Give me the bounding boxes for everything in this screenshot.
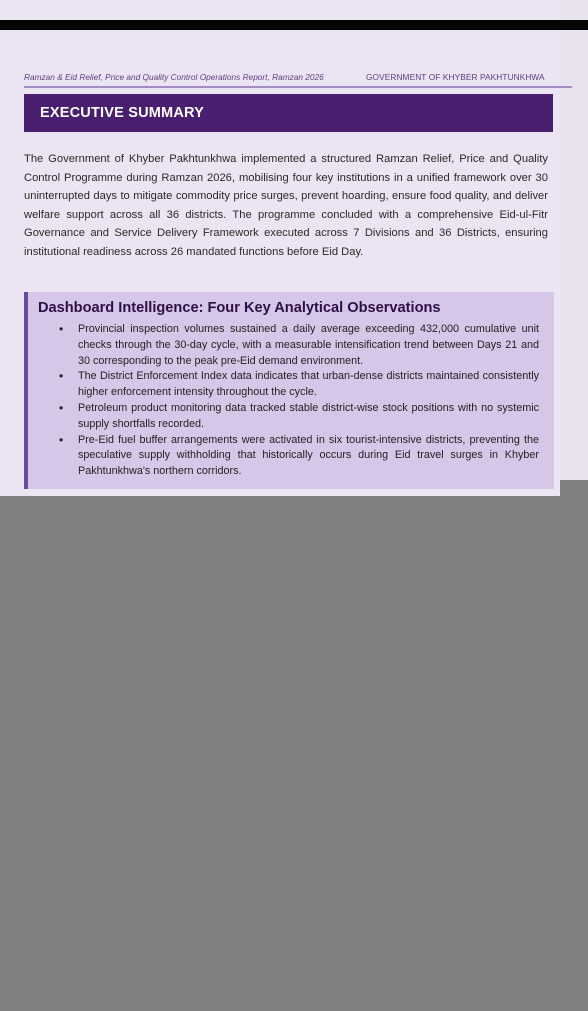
list-item: • The District Enforcement Index data indicates that urban-dense districts maintained consistently higher enforcement intensity throughout the cycle. [78,369,539,401]
executive-summary-paragraph: The Government of Khyber Pakhtunkhwa implemented a structured Ramzan Relief, Price and Quality Control Programme during Ramzan 2026, mobilising four key institutions in a unified framework over 30 uninterrupted days to mitigate commodity price surges, prevent hoarding, ensure food quality, and deliver welfare support across all 36 districts. The programme concluded with a comprehensive Eid-ul-Fitr Governance and Service Delivery Framework executed across 7 Divisions and 36 Districts, ensuring institutional readiness across 26 mandated functions before Eid Day. [24,153,548,258]
list-item: • Pre-Eid fuel buffer arrangements were activated in six tourist-intensive districts, preventing the speculative supply withholding that historically occurs during Eid travel surges in Khyber Pakhtunkhwa's northern corridors. [78,433,539,480]
header-rule [24,86,572,88]
report-title: Ramzan & Eid Relief, Price and Quality Control Operations Report, Ramzan 2026 [24,72,324,82]
section-heading: EXECUTIVE SUMMARY [24,94,553,132]
top-black-bar [0,20,588,30]
list-item: • Provincial inspection volumes sustained a daily average exceeding 432,000 cumulative unit checks through the 30-day cycle, with a measurable intensification trend between Days 21 and 30 corresponding to the peak pre-Eid demand environment. [78,322,539,369]
callout-title: Dashboard Intelligence: Four Key Analytical Observations [38,300,441,316]
running-header [24,72,572,84]
observations-list [78,322,539,480]
dashboard-intelligence-box [24,292,554,489]
list-item: • Petroleum product monitoring data tracked stable district-wise stock positions with no systemic supply shortfalls recorded. [78,401,539,433]
government-name: GOVERNMENT OF KHYBER PAKHTUNKHWA [366,72,545,82]
